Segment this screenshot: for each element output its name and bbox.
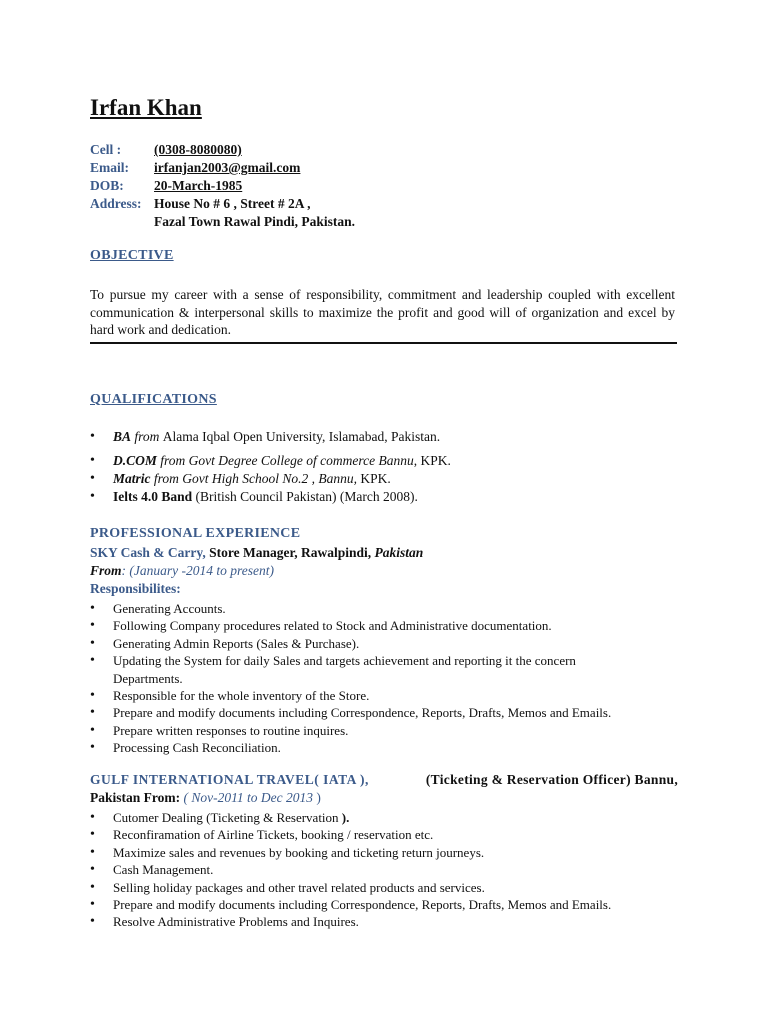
list-item-text: Cutomer Dealing (Ticketing & Reservation	[113, 810, 342, 825]
job1-title	[90, 544, 680, 598]
contact-email-row	[90, 159, 355, 177]
list-item-text: Selling holiday packages and other travel related products and services.	[113, 879, 485, 895]
list-item: • Prepare written responses to routine inquires.	[90, 722, 630, 739]
degree-name: Matric	[113, 471, 151, 486]
email-link[interactable]: irfanjan2003@gmail.com	[154, 160, 301, 175]
email-label: Email:	[90, 160, 129, 175]
list-item: • Processing Cash Reconciliation.	[90, 739, 630, 756]
job1-city: Rawalpindi,	[297, 545, 372, 560]
dob-value: 20-March-1985	[154, 178, 243, 193]
experience-heading: PROFESSIONAL EXPERIENCE	[90, 526, 301, 541]
job2-role: (Ticketing & Reservation Officer) Bannu,	[425, 772, 678, 787]
list-item: • Responsible for the whole inventory of the Store.	[90, 687, 630, 704]
degree-from: from Govt Degree College of commerce Bannu	[156, 453, 414, 468]
job2-from-label: Pakistan From:	[90, 790, 181, 805]
job2-period: Nov-2011 to Dec 2013	[191, 790, 313, 805]
degree-from: from Govt High School No.2 , Bannu,	[150, 471, 358, 486]
list-item-text: Reconfiramation of Airline Tickets, booking / reservation etc.	[113, 827, 434, 843]
list-item	[90, 452, 690, 470]
job1-responsibilities-list	[90, 600, 630, 757]
degree-institution: KPK.	[357, 471, 391, 486]
address-label: Address:	[90, 196, 142, 211]
list-item: • Updating the System for daily Sales and targets achievement and reporting it the concern Departments.	[90, 652, 630, 687]
list-item-tail: ).	[341, 810, 350, 825]
job1-from-label: From	[90, 563, 122, 578]
degree-institution: Alama Iqbal Open University, Islamabad, Pakistan.	[162, 429, 441, 444]
job2-period-close: )	[312, 790, 321, 805]
job2-period-open: (	[180, 790, 192, 805]
list-item-text: Prepare and modify documents including Correspondence, Reports, Drafts, Memos and Emails.	[113, 897, 612, 913]
list-item: • Prepare and modify documents including Correspondence, Reports, Drafts, Memos and Emails.	[90, 704, 630, 721]
degree-institution: (British Council Pakistan) (March 2008).	[192, 489, 418, 504]
list-item	[90, 913, 650, 930]
contact-cell-row	[90, 141, 355, 159]
job1-responsibilities-label: Responsibilites:	[90, 581, 181, 596]
degree-name: BA	[113, 429, 132, 444]
list-item	[90, 488, 690, 506]
list-item	[90, 809, 650, 826]
list-item	[90, 826, 650, 843]
list-item: • Following Company procedures related to Stock and Administrative documentation.	[90, 617, 630, 634]
job1-company: SKY Cash & Carry,	[90, 545, 206, 560]
list-item: • Generating Accounts.	[90, 600, 630, 617]
job2-title	[90, 771, 678, 807]
cell-label: Cell :	[90, 142, 122, 157]
qualifications-list	[90, 428, 690, 506]
contact-dob-row	[90, 177, 355, 195]
job1-role: Store Manager,	[205, 545, 298, 560]
list-item-text: Cash Management.	[113, 862, 214, 878]
section-divider	[90, 342, 677, 344]
objective-text: To pursue my career with a sense of responsibility, commitment and leadership coupled with excellent communication & interpersonal skills to maximize the profit and good will of organization and excel by hard work and dedication.	[90, 287, 675, 337]
list-item	[90, 861, 650, 878]
degree-name: Ielts 4.0 Band	[113, 489, 193, 504]
degree-from: from	[131, 429, 163, 444]
list-item	[90, 470, 690, 488]
list-item	[90, 879, 650, 896]
list-item	[90, 844, 650, 861]
list-item-text: Maximize sales and revenues by booking and ticketing return journeys.	[113, 844, 485, 860]
job1-country: Pakistan	[371, 545, 424, 560]
qualifications-heading: QUALIFICATIONS	[90, 392, 217, 407]
address-line2: Fazal Town Rawal Pindi, Pakistan.	[154, 214, 356, 229]
list-item	[90, 896, 650, 913]
list-item: • Generating Admin Reports (Sales & Purchase).	[90, 635, 630, 652]
contact-address-row	[90, 195, 355, 213]
job1-period: : (January -2014 to present)	[121, 563, 274, 578]
list-item-text: Resolve Administrative Problems and Inquires.	[113, 914, 359, 930]
address-label-spacer	[90, 213, 154, 231]
candidate-name: Irfan Khan	[90, 95, 202, 120]
degree-institution: , KPK.	[413, 453, 451, 468]
dob-label: DOB:	[90, 178, 124, 193]
contact-address-row-2	[90, 213, 355, 231]
address-line1: House No # 6 , Street # 2A ,	[154, 196, 311, 211]
objective-heading: OBJECTIVE	[90, 248, 174, 263]
contact-block	[90, 141, 355, 231]
cell-value: (0308-8080080)	[154, 142, 242, 157]
list-item	[90, 428, 690, 446]
job2-company: GULF INTERNATIONAL TRAVEL( IATA ),	[90, 772, 369, 787]
job2-responsibilities-list	[90, 809, 650, 931]
degree-name: D.COM	[113, 453, 157, 468]
